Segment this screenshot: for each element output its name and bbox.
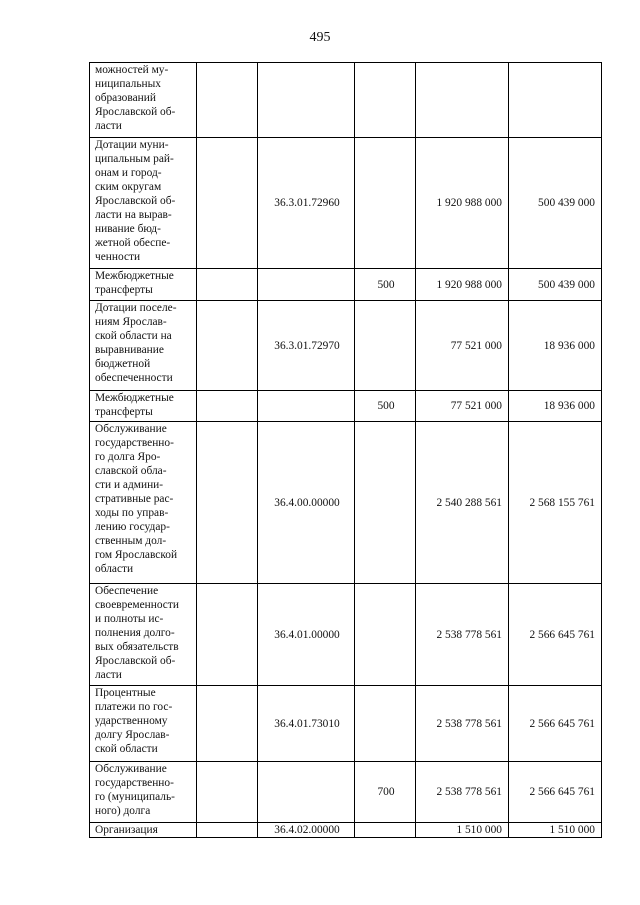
table-row xyxy=(90,63,602,138)
row-amount-year1: 1 920 988 000 xyxy=(416,138,509,269)
row-expense-type xyxy=(355,301,416,391)
row-empty-cell xyxy=(197,63,258,138)
row-expense-type: 700 xyxy=(355,762,416,823)
row-expense-type xyxy=(355,63,416,138)
row-amount-year1: 2 540 288 561 xyxy=(416,422,509,584)
row-amount-year2: 500 439 000 xyxy=(509,269,602,301)
row-amount-year2 xyxy=(509,63,602,138)
row-name: можностей му- ниципальных образований Ярославской об- ласти xyxy=(90,63,197,138)
row-amount-year2: 2 568 155 761 xyxy=(509,422,602,584)
row-name: Обслуживание государственно- го долга Яро- славской обла- сти и админи- стративные рас- ходы по управ- лению государ- ственным дол- гом Ярославской области xyxy=(90,422,197,584)
row-name: Обслуживание государственно- го (муниципаль- ного) долга xyxy=(90,762,197,823)
row-name: Организация xyxy=(90,823,197,838)
row-name: Обеспечение своевременности и полноты ис- полнения долго- вых обязательств Ярославской об- ласти xyxy=(90,584,197,686)
row-expense-type: 500 xyxy=(355,391,416,422)
row-amount-year1: 1 920 988 000 xyxy=(416,269,509,301)
row-amount-year1: 1 510 000 xyxy=(416,823,509,838)
row-expense-type xyxy=(355,138,416,269)
row-expense-type: 500 xyxy=(355,269,416,301)
row-target-code: 36.4.02.00000 xyxy=(258,823,355,838)
row-amount-year1: 2 538 778 561 xyxy=(416,762,509,823)
row-empty-cell xyxy=(197,422,258,584)
row-name: Процентные платежи по гос- ударственному долгу Ярослав- ской области xyxy=(90,686,197,762)
row-empty-cell xyxy=(197,584,258,686)
row-amount-year1: 2 538 778 561 xyxy=(416,584,509,686)
row-target-code: 36.3.01.72970 xyxy=(258,301,355,391)
table-row xyxy=(90,422,602,584)
row-amount-year1: 77 521 000 xyxy=(416,301,509,391)
table-row xyxy=(90,823,602,838)
row-target-code: 36.3.01.72960 xyxy=(258,138,355,269)
row-target-code: 36.4.01.73010 xyxy=(258,686,355,762)
table-row xyxy=(90,391,602,422)
table-row xyxy=(90,138,602,269)
row-empty-cell xyxy=(197,823,258,838)
row-amount-year2: 18 936 000 xyxy=(509,391,602,422)
row-name: Дотации муни- ципальным рай- онам и город- ским округам Ярославской об- ласти на вырав- нивание бюд- жетной обеспе- ченности xyxy=(90,138,197,269)
row-amount-year1 xyxy=(416,63,509,138)
row-amount-year2: 1 510 000 xyxy=(509,823,602,838)
row-amount-year2: 18 936 000 xyxy=(509,301,602,391)
table-row xyxy=(90,584,602,686)
row-empty-cell xyxy=(197,301,258,391)
row-amount-year2: 2 566 645 761 xyxy=(509,762,602,823)
row-empty-cell xyxy=(197,762,258,823)
row-amount-year1: 2 538 778 561 xyxy=(416,686,509,762)
row-target-code xyxy=(258,762,355,823)
row-empty-cell xyxy=(197,138,258,269)
budget-table xyxy=(89,62,602,838)
row-target-code: 36.4.01.00000 xyxy=(258,584,355,686)
row-name: Межбюджетные трансферты xyxy=(90,269,197,301)
row-name: Межбюджетные трансферты xyxy=(90,391,197,422)
table-row xyxy=(90,301,602,391)
table-row xyxy=(90,269,602,301)
page-number: 495 xyxy=(309,30,331,45)
row-expense-type xyxy=(355,422,416,584)
table-row xyxy=(90,686,602,762)
row-expense-type xyxy=(355,823,416,838)
row-name: Дотации поселе- ниям Ярослав- ской области на выравнивание бюджетной обеспеченности xyxy=(90,301,197,391)
row-amount-year1: 77 521 000 xyxy=(416,391,509,422)
table-row xyxy=(90,762,602,823)
row-amount-year2: 2 566 645 761 xyxy=(509,584,602,686)
row-amount-year2: 500 439 000 xyxy=(509,138,602,269)
row-expense-type xyxy=(355,686,416,762)
row-target-code xyxy=(258,391,355,422)
row-target-code: 36.4.00.00000 xyxy=(258,422,355,584)
row-expense-type xyxy=(355,584,416,686)
row-target-code xyxy=(258,269,355,301)
row-empty-cell xyxy=(197,269,258,301)
row-target-code xyxy=(258,63,355,138)
row-amount-year2: 2 566 645 761 xyxy=(509,686,602,762)
row-empty-cell xyxy=(197,686,258,762)
row-empty-cell xyxy=(197,391,258,422)
